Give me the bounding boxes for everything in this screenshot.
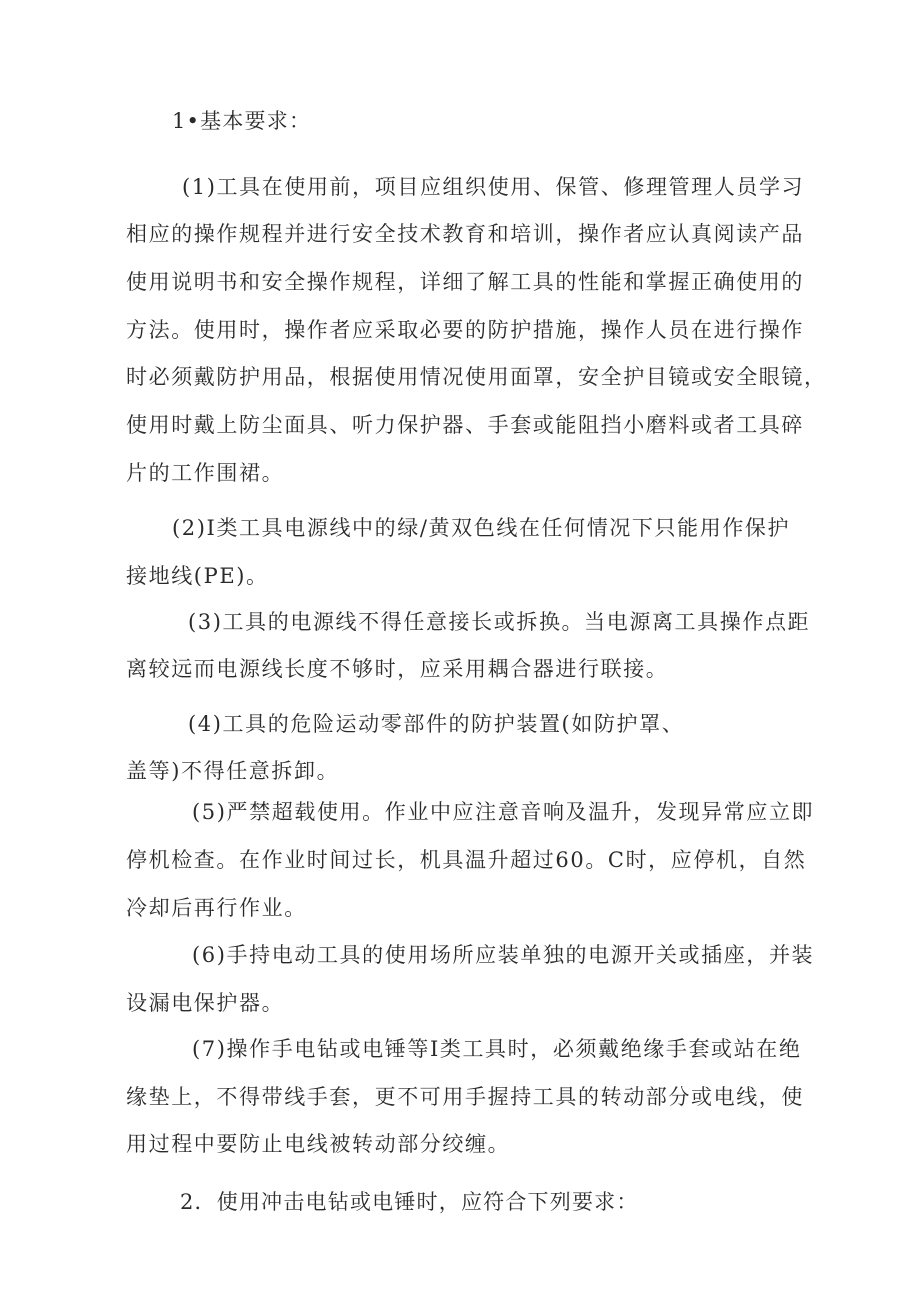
- section-heading-2: 2．使用冲击电钻或电锤时，应符合下列要求：: [180, 1190, 639, 1214]
- item-7-line-1: (7)操作手电钻或电锤等I类工具时，必须戴绝缘手套或站在绝: [192, 1037, 802, 1061]
- item-1-line-1: (1)工具在使用前，项目应组织使用、保管、修理管理人员学习: [182, 175, 805, 199]
- item-5-line-1: (5)严禁超载使用。作业中应注意音响及温升，发现异常应立即: [192, 800, 815, 824]
- item-7-line-3: 用过程中要防止电线被转动部分绞缠。: [126, 1132, 511, 1156]
- item-4-line-2: 盖等)不得任意拆卸。: [126, 759, 340, 783]
- item-1-line-2: 相应的操作规程并进行安全技术教育和培训，操作者应认真阅读产品: [126, 222, 804, 246]
- item-6-line-1: (6)手持电动工具的使用场所应装单独的电源开关或插座，并装: [192, 943, 815, 967]
- item-1-line-7: 片的工作围裙。: [126, 461, 285, 485]
- section-heading-1: 1•基本要求：: [172, 109, 312, 133]
- item-1-line-4: 方法。使用时，操作者应采取必要的防护措施，操作人员在进行操作: [126, 318, 804, 342]
- item-5-line-2: 停机检查。在作业时间过长，机具温升超过60。C时，应停机，自然: [126, 848, 807, 872]
- item-5-line-3: 冷却后再行作业。: [126, 896, 307, 920]
- item-6-line-2: 设漏电保护器。: [126, 991, 285, 1015]
- item-2-line-2: 接地线(PE)。: [126, 564, 269, 588]
- item-1-line-5: 时必须戴防护用品，根据使用情况使用面罩，安全护目镜或安全眼镜，: [126, 365, 827, 389]
- item-2-line-1: (2)I类工具电源线中的绿/黄双色线在任何情况下只能用作保护: [172, 516, 791, 540]
- item-3-line-1: (3)工具的电源线不得任意接长或拆换。当电源离工具操作点距: [188, 610, 811, 634]
- item-1-line-6: 使用时戴上防尘面具、听力保护器、手套或能阻挡小磨料或者工具碎: [126, 413, 804, 437]
- item-1-line-3: 使用说明书和安全操作规程，详细了解工具的性能和掌握正确使用的: [126, 270, 804, 294]
- item-4-line-1: (4)工具的危险运动零部件的防护装置(如防护罩、: [188, 712, 685, 736]
- item-3-line-2: 离较远而电源线长度不够时，应采用耦合器进行联接。: [126, 657, 669, 681]
- item-7-line-2: 缘垫上，不得带线手套，更不可用手握持工具的转动部分或电线，使: [126, 1085, 804, 1109]
